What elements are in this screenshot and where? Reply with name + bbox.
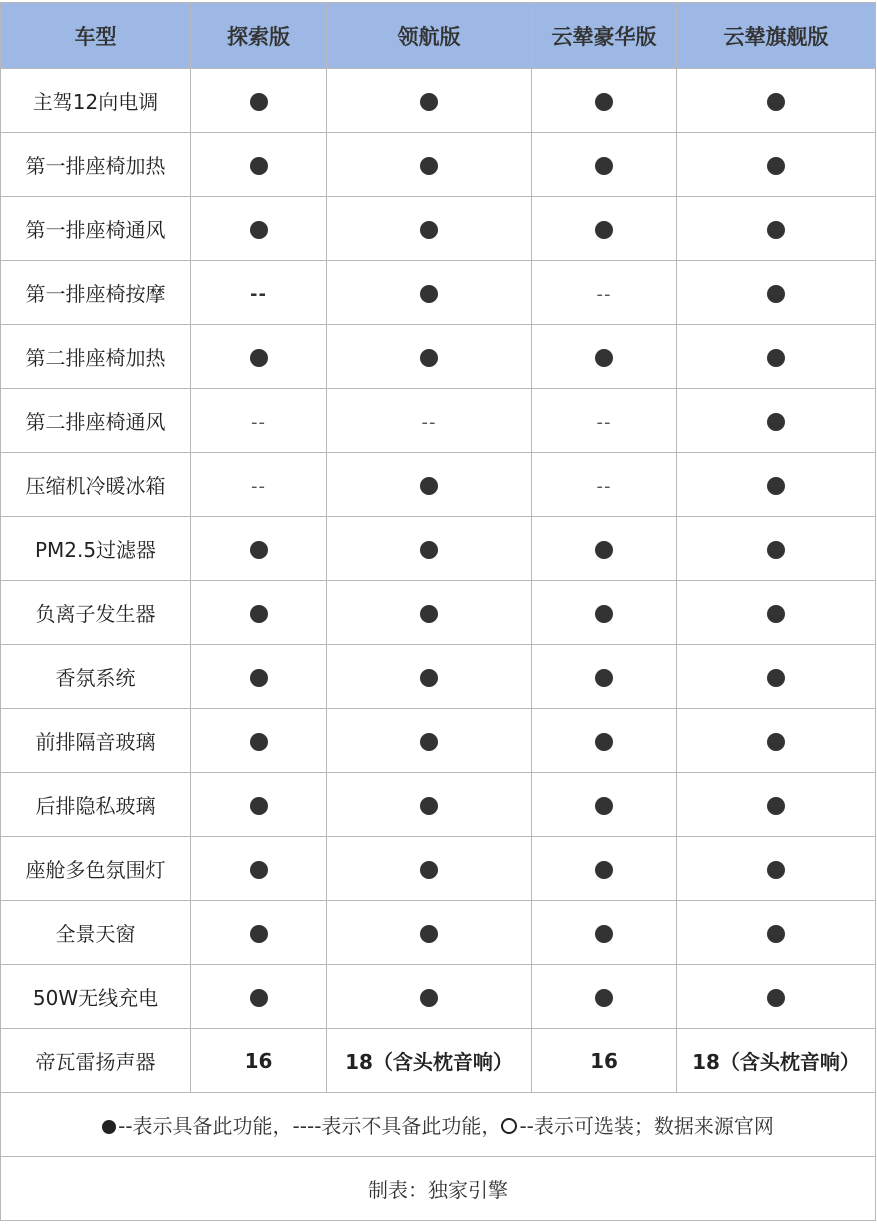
- filled-dot-icon: [250, 605, 268, 623]
- table-cell: [191, 197, 327, 261]
- feature-label: 负离子发生器: [1, 581, 191, 645]
- footer-cell: 制表：独家引擎: [1, 1157, 876, 1221]
- table-cell: [532, 389, 677, 453]
- not-available-dash: --: [421, 411, 437, 433]
- table-cell: [191, 773, 327, 837]
- not-available-dash: --: [250, 283, 267, 305]
- table-cell: [327, 773, 532, 837]
- table-cell: [532, 837, 677, 901]
- table-cell: [532, 773, 677, 837]
- table-row: [1, 133, 876, 197]
- filled-dot-icon: [420, 797, 438, 815]
- table-cell: [191, 453, 327, 517]
- filled-dot-icon: [420, 925, 438, 943]
- table-cell: [532, 709, 677, 773]
- filled-dot-icon: [420, 285, 438, 303]
- filled-dot-icon: [767, 925, 785, 943]
- filled-dot-icon: [250, 669, 268, 687]
- feature-label: 主驾12向电调: [1, 69, 191, 133]
- feature-label: 第二排座椅加热: [1, 325, 191, 389]
- filled-dot-icon: [250, 733, 268, 751]
- table-cell: [327, 389, 532, 453]
- filled-dot-icon: [595, 541, 613, 559]
- filled-dot-icon: [767, 989, 785, 1007]
- table-cell: [327, 133, 532, 197]
- speaker-count-value: 16: [590, 1048, 618, 1073]
- feature-label: PM2.5过滤器: [1, 517, 191, 581]
- table-row: [1, 837, 876, 901]
- filled-dot-icon: [420, 157, 438, 175]
- filled-dot-icon: [767, 477, 785, 495]
- not-available-dash: --: [251, 475, 266, 497]
- filled-dot-icon: [767, 797, 785, 815]
- table-cell: [191, 709, 327, 773]
- table-cell: [327, 581, 532, 645]
- legend-text-1: --表示具备此功能，----表示不具备此功能，: [118, 1114, 502, 1138]
- feature-label: 第一排座椅加热: [1, 133, 191, 197]
- filled-dot-icon: [420, 669, 438, 687]
- header-cell-pilot: 领航版: [327, 3, 532, 69]
- header-cell-yunnian-flagship: 云辇旗舰版: [677, 3, 876, 69]
- table-row: [1, 69, 876, 133]
- table-cell: [191, 645, 327, 709]
- speaker-count-value: 18（含头枕音响）: [345, 1050, 513, 1074]
- table-cell: [191, 69, 327, 133]
- table-cell: [191, 965, 327, 1029]
- table-cell: [191, 325, 327, 389]
- table-cell: [327, 261, 532, 325]
- table-row: [1, 197, 876, 261]
- filled-dot-icon: [420, 93, 438, 111]
- filled-dot-icon: [250, 349, 268, 367]
- table-row: [1, 325, 876, 389]
- filled-dot-icon: [595, 925, 613, 943]
- feature-label: 第一排座椅通风: [1, 197, 191, 261]
- table-cell: [327, 325, 532, 389]
- filled-dot-icon: [250, 541, 268, 559]
- filled-dot-icon: [250, 93, 268, 111]
- table-cell: [677, 69, 876, 133]
- filled-dot-icon: [250, 989, 268, 1007]
- table-cell: [532, 901, 677, 965]
- filled-dot-icon: [595, 669, 613, 687]
- table-cell: [677, 965, 876, 1029]
- comparison-table: [0, 2, 876, 1221]
- filled-dot-icon: [595, 157, 613, 175]
- table-cell: [677, 709, 876, 773]
- table-row: [1, 517, 876, 581]
- table-cell: [532, 645, 677, 709]
- feature-label: 座舱多色氛围灯: [1, 837, 191, 901]
- table-row: [1, 1029, 876, 1093]
- legend-cell: [1, 1093, 876, 1157]
- header-cell-yunnian-luxury: 云辇豪华版: [532, 3, 677, 69]
- filled-dot-icon: [595, 221, 613, 239]
- table-cell: [532, 517, 677, 581]
- table-cell: [532, 453, 677, 517]
- filled-dot-icon: [250, 797, 268, 815]
- legend-row: [1, 1093, 876, 1157]
- filled-dot-icon: [767, 541, 785, 559]
- table-cell: [532, 69, 677, 133]
- filled-dot-icon: [420, 605, 438, 623]
- filled-dot-icon: [767, 349, 785, 367]
- filled-dot-icon: [767, 733, 785, 751]
- feature-label: 第一排座椅按摩: [1, 261, 191, 325]
- table-row: [1, 453, 876, 517]
- filled-dot-icon: [250, 861, 268, 879]
- filled-dot-icon: [420, 989, 438, 1007]
- table-cell: [677, 261, 876, 325]
- table-row: [1, 581, 876, 645]
- table-row: [1, 709, 876, 773]
- table-row: [1, 965, 876, 1029]
- table-cell: [327, 901, 532, 965]
- filled-dot-icon: [767, 157, 785, 175]
- filled-dot-icon: [767, 413, 785, 431]
- header-cell-explore: 探索版: [191, 3, 327, 69]
- table-cell: [327, 453, 532, 517]
- table-cell: [677, 837, 876, 901]
- table-cell: [191, 1029, 327, 1093]
- table-cell: [677, 901, 876, 965]
- header-row: [1, 3, 876, 69]
- filled-dot-icon: [767, 861, 785, 879]
- feature-label: 香氛系统: [1, 645, 191, 709]
- table-cell: [677, 453, 876, 517]
- header-cell-model: 车型: [1, 3, 191, 69]
- feature-label: 后排隐私玻璃: [1, 773, 191, 837]
- table-cell: [191, 133, 327, 197]
- filled-dot-icon: [767, 93, 785, 111]
- table-cell: [191, 837, 327, 901]
- filled-dot-icon: [250, 925, 268, 943]
- table-cell: [532, 133, 677, 197]
- table-cell: [677, 197, 876, 261]
- table-cell: [532, 1029, 677, 1093]
- filled-dot-icon: [250, 157, 268, 175]
- table-cell: [327, 709, 532, 773]
- table-cell: [677, 773, 876, 837]
- filled-dot-icon: [420, 349, 438, 367]
- feature-label: 压缩机冷暖冰箱: [1, 453, 191, 517]
- table-cell: [327, 645, 532, 709]
- table-row: [1, 901, 876, 965]
- table-cell: [677, 389, 876, 453]
- footer-row: [1, 1157, 876, 1221]
- table-cell: [191, 517, 327, 581]
- feature-label: 前排隔音玻璃: [1, 709, 191, 773]
- table-row: [1, 645, 876, 709]
- hollow-circle-icon: [501, 1118, 517, 1134]
- table-cell: [532, 581, 677, 645]
- table-cell: [677, 517, 876, 581]
- table-cell: [327, 1029, 532, 1093]
- filled-dot-icon: [767, 221, 785, 239]
- filled-dot-icon: [767, 285, 785, 303]
- filled-dot-icon: [250, 221, 268, 239]
- table-cell: [532, 325, 677, 389]
- table-cell: [532, 965, 677, 1029]
- table-cell: [677, 581, 876, 645]
- filled-dot-icon: [420, 861, 438, 879]
- not-available-dash: --: [596, 475, 612, 497]
- filled-dot-icon: [595, 93, 613, 111]
- table-cell: [532, 261, 677, 325]
- table-row: [1, 773, 876, 837]
- table-cell: [532, 197, 677, 261]
- legend-text-2: --表示可选装；数据来源官网: [519, 1114, 774, 1138]
- table-cell: [191, 581, 327, 645]
- filled-dot-icon: [420, 733, 438, 751]
- filled-dot-icon: [767, 669, 785, 687]
- filled-dot-icon: [595, 605, 613, 623]
- filled-dot-icon: [102, 1120, 116, 1134]
- filled-dot-icon: [595, 861, 613, 879]
- table-row: [1, 389, 876, 453]
- table-cell: [327, 965, 532, 1029]
- not-available-dash: --: [596, 411, 612, 433]
- filled-dot-icon: [767, 605, 785, 623]
- feature-label: 第二排座椅通风: [1, 389, 191, 453]
- table-cell: [327, 517, 532, 581]
- not-available-dash: --: [596, 283, 612, 305]
- filled-dot-icon: [595, 349, 613, 367]
- table-cell: [677, 133, 876, 197]
- table-cell: [677, 325, 876, 389]
- table-cell: [677, 645, 876, 709]
- table-cell: [677, 1029, 876, 1093]
- filled-dot-icon: [595, 733, 613, 751]
- filled-dot-icon: [595, 989, 613, 1007]
- filled-dot-icon: [420, 541, 438, 559]
- feature-label: 全景天窗: [1, 901, 191, 965]
- table-cell: [327, 197, 532, 261]
- table-cell: [191, 901, 327, 965]
- filled-dot-icon: [420, 221, 438, 239]
- not-available-dash: --: [251, 411, 266, 433]
- table-row: [1, 261, 876, 325]
- filled-dot-icon: [420, 477, 438, 495]
- speaker-count-value: 16: [244, 1048, 273, 1073]
- speaker-count-value: 18（含头枕音响）: [692, 1050, 860, 1074]
- table-cell: [191, 389, 327, 453]
- feature-label: 帝瓦雷扬声器: [1, 1029, 191, 1093]
- table-cell: [327, 69, 532, 133]
- filled-dot-icon: [595, 797, 613, 815]
- feature-label: 50W无线充电: [1, 965, 191, 1029]
- table-cell: [191, 261, 327, 325]
- table-cell: [327, 837, 532, 901]
